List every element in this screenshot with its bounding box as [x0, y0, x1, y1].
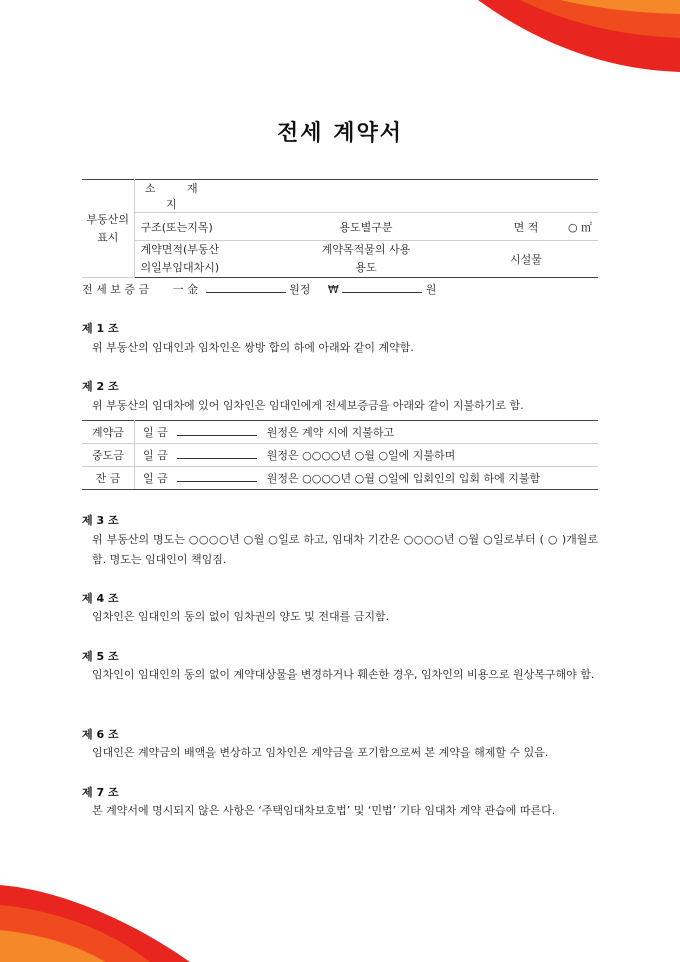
article-7-heading: 제 7 조 — [82, 786, 119, 799]
page-title: 전세 계약서 — [277, 121, 403, 146]
article-1-text: 위 부동산의 임대인과 임차인은 쌍방 합의 하에 아래와 같이 계약함. — [92, 341, 414, 354]
payment-amount-blank[interactable] — [177, 447, 257, 459]
article-5-heading: 제 5 조 — [82, 650, 119, 663]
payment-table — [82, 420, 598, 490]
deposit-won-symbol: ₩ — [327, 283, 339, 296]
contract-area-label: 계약면적(부동산의일부임대차시) — [134, 241, 222, 278]
payment-row — [82, 467, 598, 490]
article-2-heading: 제 2 조 — [82, 380, 119, 393]
payment-row — [82, 421, 598, 444]
article-6-text: 임대인은 계약금의 배액을 변상하고 임차인은 계약금을 포기함으로써 본 계약을 해제할 수 있음. — [92, 746, 549, 759]
payment-text: 원정은 ○○○○년 ○월 ○일에 입회인의 입회 하에 지불함 — [266, 472, 541, 485]
facility-value[interactable] — [562, 241, 598, 278]
structure-label: 구조(또는지목) — [134, 213, 222, 241]
deposit-currency-prefix: 一 金 — [172, 283, 199, 296]
article-5-text: 임차인이 임대인의 동의 없이 계약대상물을 변경하거나 훼손한 경우, 임차인의 비용으로 원상복구해야 함. — [92, 668, 595, 681]
payment-label: 잔 금 — [82, 467, 135, 490]
location-value[interactable] — [222, 180, 598, 213]
payment-amount-blank[interactable] — [177, 470, 257, 482]
facility-label: 시설물 — [490, 241, 562, 278]
purpose-label: 계약목적물의 사용용도 — [318, 241, 414, 278]
article-4-heading: 제 4 조 — [82, 592, 119, 605]
payment-detail — [135, 444, 599, 467]
structure-value[interactable] — [222, 213, 318, 241]
area-value[interactable]: ○ ㎡ — [562, 213, 598, 241]
area-label: 면 적 — [490, 213, 562, 241]
location-label: 소 재 지 — [134, 180, 222, 213]
article-1-heading: 제 1 조 — [82, 322, 119, 335]
deposit-amount-blank[interactable] — [206, 281, 286, 293]
payment-amount-label: 일 금 — [143, 472, 168, 485]
deposit-won-unit: 원정 — [289, 283, 311, 296]
payment-detail — [135, 421, 599, 444]
usage-label: 용도별구분 — [318, 213, 414, 241]
property-section-label: 부동산의 표시 — [82, 180, 134, 278]
article-2-text: 위 부동산의 임대차에 있어 임차인은 임대인에게 전세보증금을 아래와 같이 지불하기로 함. — [92, 399, 524, 412]
usage-value[interactable] — [414, 213, 490, 241]
payment-amount-label: 일 금 — [143, 426, 168, 439]
contract-area-value[interactable] — [222, 241, 318, 278]
deposit-won-blank[interactable] — [342, 281, 422, 293]
purpose-value[interactable] — [414, 241, 490, 278]
deposit-won-suffix: 원 — [425, 283, 437, 296]
payment-row — [82, 444, 598, 467]
payment-label: 계약금 — [82, 421, 135, 444]
payment-text: 원정은 계약 시에 지불하고 — [266, 426, 395, 439]
deposit-label: 전 세 보 증 금 — [82, 283, 150, 296]
article-7-text: 본 계약서에 명시되지 않은 사항은 ‘주택임대차보호법’ 및 ‘민법’ 기타 임대차 계약 관습에 따른다. — [92, 804, 556, 817]
payment-amount-label: 일 금 — [143, 449, 168, 462]
article-6-heading: 제 6 조 — [82, 728, 119, 741]
article-4-text: 임차인은 임대인의 동의 없이 임차권의 양도 및 전대를 금지함. — [92, 610, 390, 623]
payment-detail — [135, 467, 599, 490]
payment-text: 원정은 ○○○○년 ○월 ○일에 지불하며 — [266, 449, 456, 462]
deposit-line — [82, 281, 436, 297]
payment-label: 중도금 — [82, 444, 135, 467]
article-3-text: 위 부동산의 명도는 ○○○○년 ○월 ○일로 하고, 임대차 기간은 ○○○○년 ○월 ○일로부터 ( ○ )개월로 함. 명도는 임대인이 책임짐. — [92, 533, 598, 566]
payment-amount-blank[interactable] — [177, 424, 257, 436]
property-table — [82, 179, 598, 278]
article-3-heading: 제 3 조 — [82, 514, 119, 527]
